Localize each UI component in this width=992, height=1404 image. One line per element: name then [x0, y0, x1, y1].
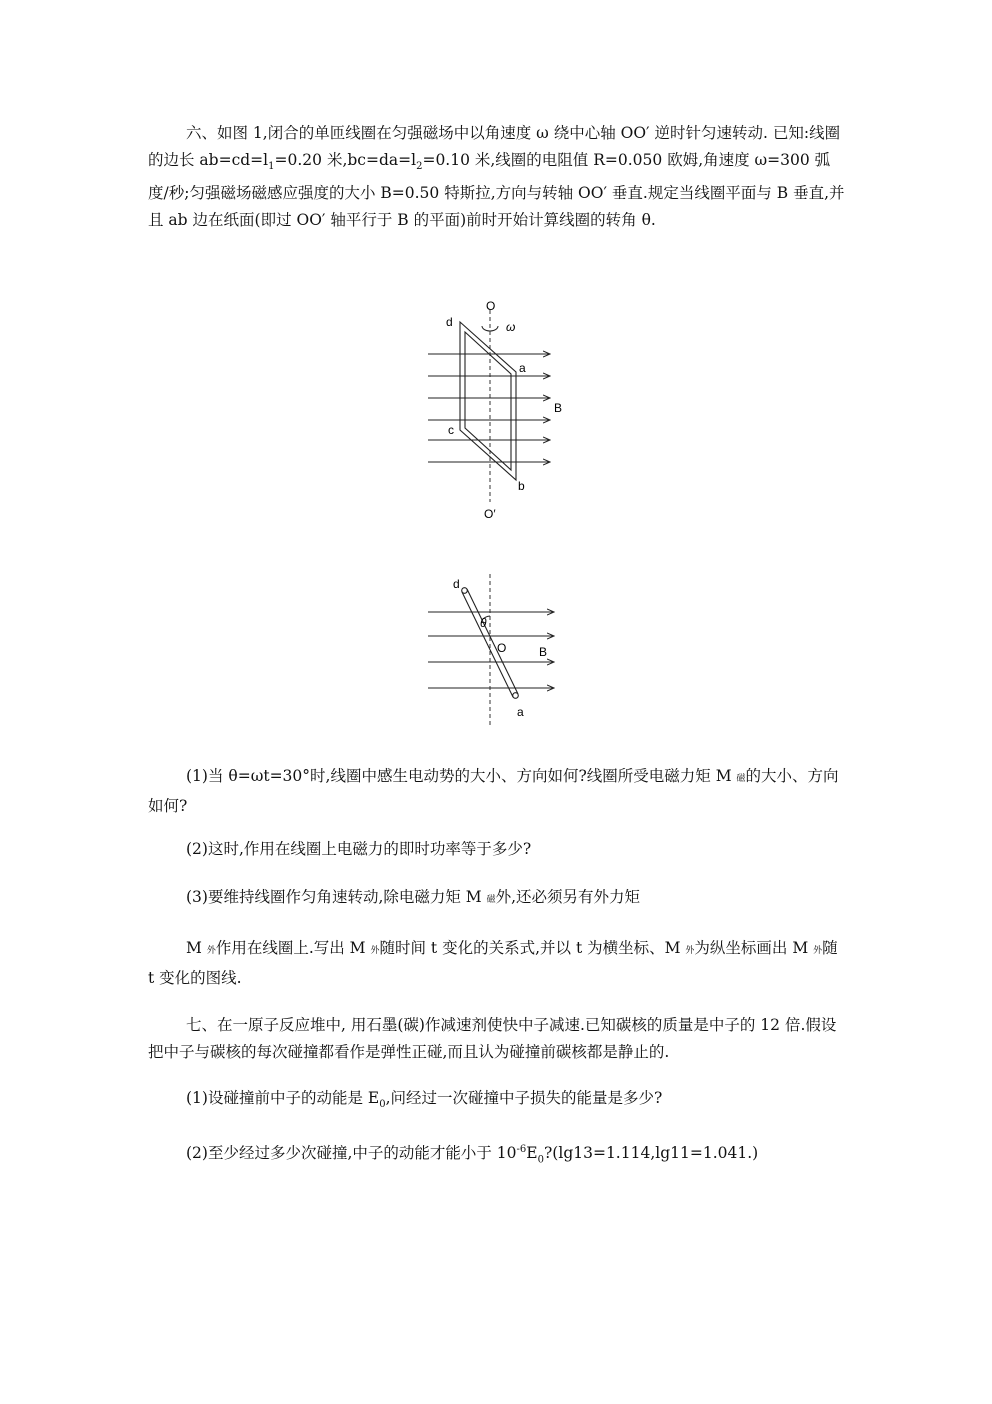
q3b-sub-3: 外: [685, 946, 695, 956]
q3b-text-2: 作用在线圈上.写出 M: [215, 939, 371, 957]
figure-1-coil-diagram: [420, 282, 570, 522]
problem7-q2: [148, 1136, 848, 1173]
intro-text-3: =0.10 米,线圈的电阻值 R=0.050 欧姆,角速度 ω=300 弧度/秒;匀强磁场磁感应强度的大小 B=0.50 特斯拉,方向与转轴 OO′ 垂直.规定当线圈平面与 B 垂直,并且 ab 边在纸面(即过 OO′ 轴平行于 B 的平面)前时开始计算线圈的转角 θ.: [148, 151, 845, 230]
p7q1-sub: 0: [379, 1099, 386, 1111]
label-a: a: [519, 361, 526, 375]
p7q1-text-1: (1)设碰撞前中子的动能是 E: [186, 1089, 380, 1107]
p7q2-sub: 0: [537, 1154, 544, 1166]
problem6-q3-continued: [148, 935, 848, 992]
problem6-q1: [148, 763, 848, 820]
q3-text-1: (3)要维持线圈作匀角速转动,除电磁力矩 M: [186, 888, 487, 906]
q3b-sub-4: 外: [813, 946, 823, 956]
label-O2: O: [497, 641, 507, 655]
label-B: B: [554, 401, 563, 415]
q3-text-2: 外,还必须另有外力矩: [495, 888, 641, 906]
problem7-intro: 七、在一原子反应堆中, 用石墨(碳)作减速剂使快中子减速.已知碳核的质量是中子的 12 倍.假设把中子与碳核的每次碰撞都看作是弹性正碰,而且认为碰撞前碳核都是静止的.: [148, 1016, 837, 1061]
q3b-text-3: 随时间 t 变化的关系式,并以 t 为横坐标、M: [379, 939, 686, 957]
intro-sub-2: 2: [416, 161, 423, 173]
label-a2: a: [517, 705, 524, 719]
p7q2-text-2: E: [526, 1144, 538, 1163]
p7q1-text-2: ,问经过一次碰撞中子损失的能量是多少?: [385, 1089, 663, 1107]
p7q2-sup: -6: [516, 1144, 527, 1155]
intro-text-2: =0.20 米,bc=da=l: [274, 151, 417, 169]
label-omega: ω: [506, 320, 516, 334]
p7q2-text-1: (2)至少经过多少次碰撞,中子的动能才能小于 10: [186, 1144, 517, 1163]
label-O: O: [486, 299, 496, 313]
label-O-prime: O′: [484, 507, 496, 521]
problem6-q2: (2)这时,作用在线圈上电磁力的即时功率等于多少?: [186, 840, 532, 858]
q3b-text-4: 为纵坐标画出 M: [694, 939, 814, 957]
label-theta: θ: [480, 616, 487, 630]
label-b: b: [518, 479, 525, 493]
coil: [460, 322, 516, 480]
q3b-sub-2: 外: [370, 946, 380, 956]
p7q2-text-3: ?(lg13=1.114,lg11=1.041.): [544, 1144, 759, 1163]
q3b-text-1: M: [186, 939, 207, 957]
intro-sub-1: 1: [268, 161, 275, 173]
q3b-sub-1: 外: [206, 946, 216, 956]
field-lines: [428, 612, 554, 688]
problem6-intro: [148, 120, 848, 234]
q1-text-1: (1)当 θ=ωt=30°时,线圈中感生电动势的大小、方向如何?线圈所受电磁力矩 M: [186, 767, 737, 785]
q1-sub: 磁: [736, 774, 746, 784]
figure-2-top-view: [420, 572, 570, 730]
magnetic-field-lines: [428, 354, 550, 462]
label-d2: d: [453, 577, 460, 591]
q3b-text-5: 随 t 变化的图线.: [148, 939, 838, 987]
label-c: c: [448, 423, 454, 437]
label-d: d: [446, 315, 453, 329]
q3-sub: 磁: [486, 895, 496, 905]
problem6-q3: [148, 884, 848, 914]
intro-text-1: 六、如图 1,闭合的单匝线圈在匀强磁场中以角速度 ω 绕中心轴 OO′ 逆时针匀速转动. 已知:线圈的边长 ab=cd=l: [148, 124, 841, 169]
q1-text-2: 的大小、方向如何?: [148, 767, 839, 815]
problem7-q1: [148, 1085, 848, 1118]
label-B2: B: [539, 645, 548, 659]
